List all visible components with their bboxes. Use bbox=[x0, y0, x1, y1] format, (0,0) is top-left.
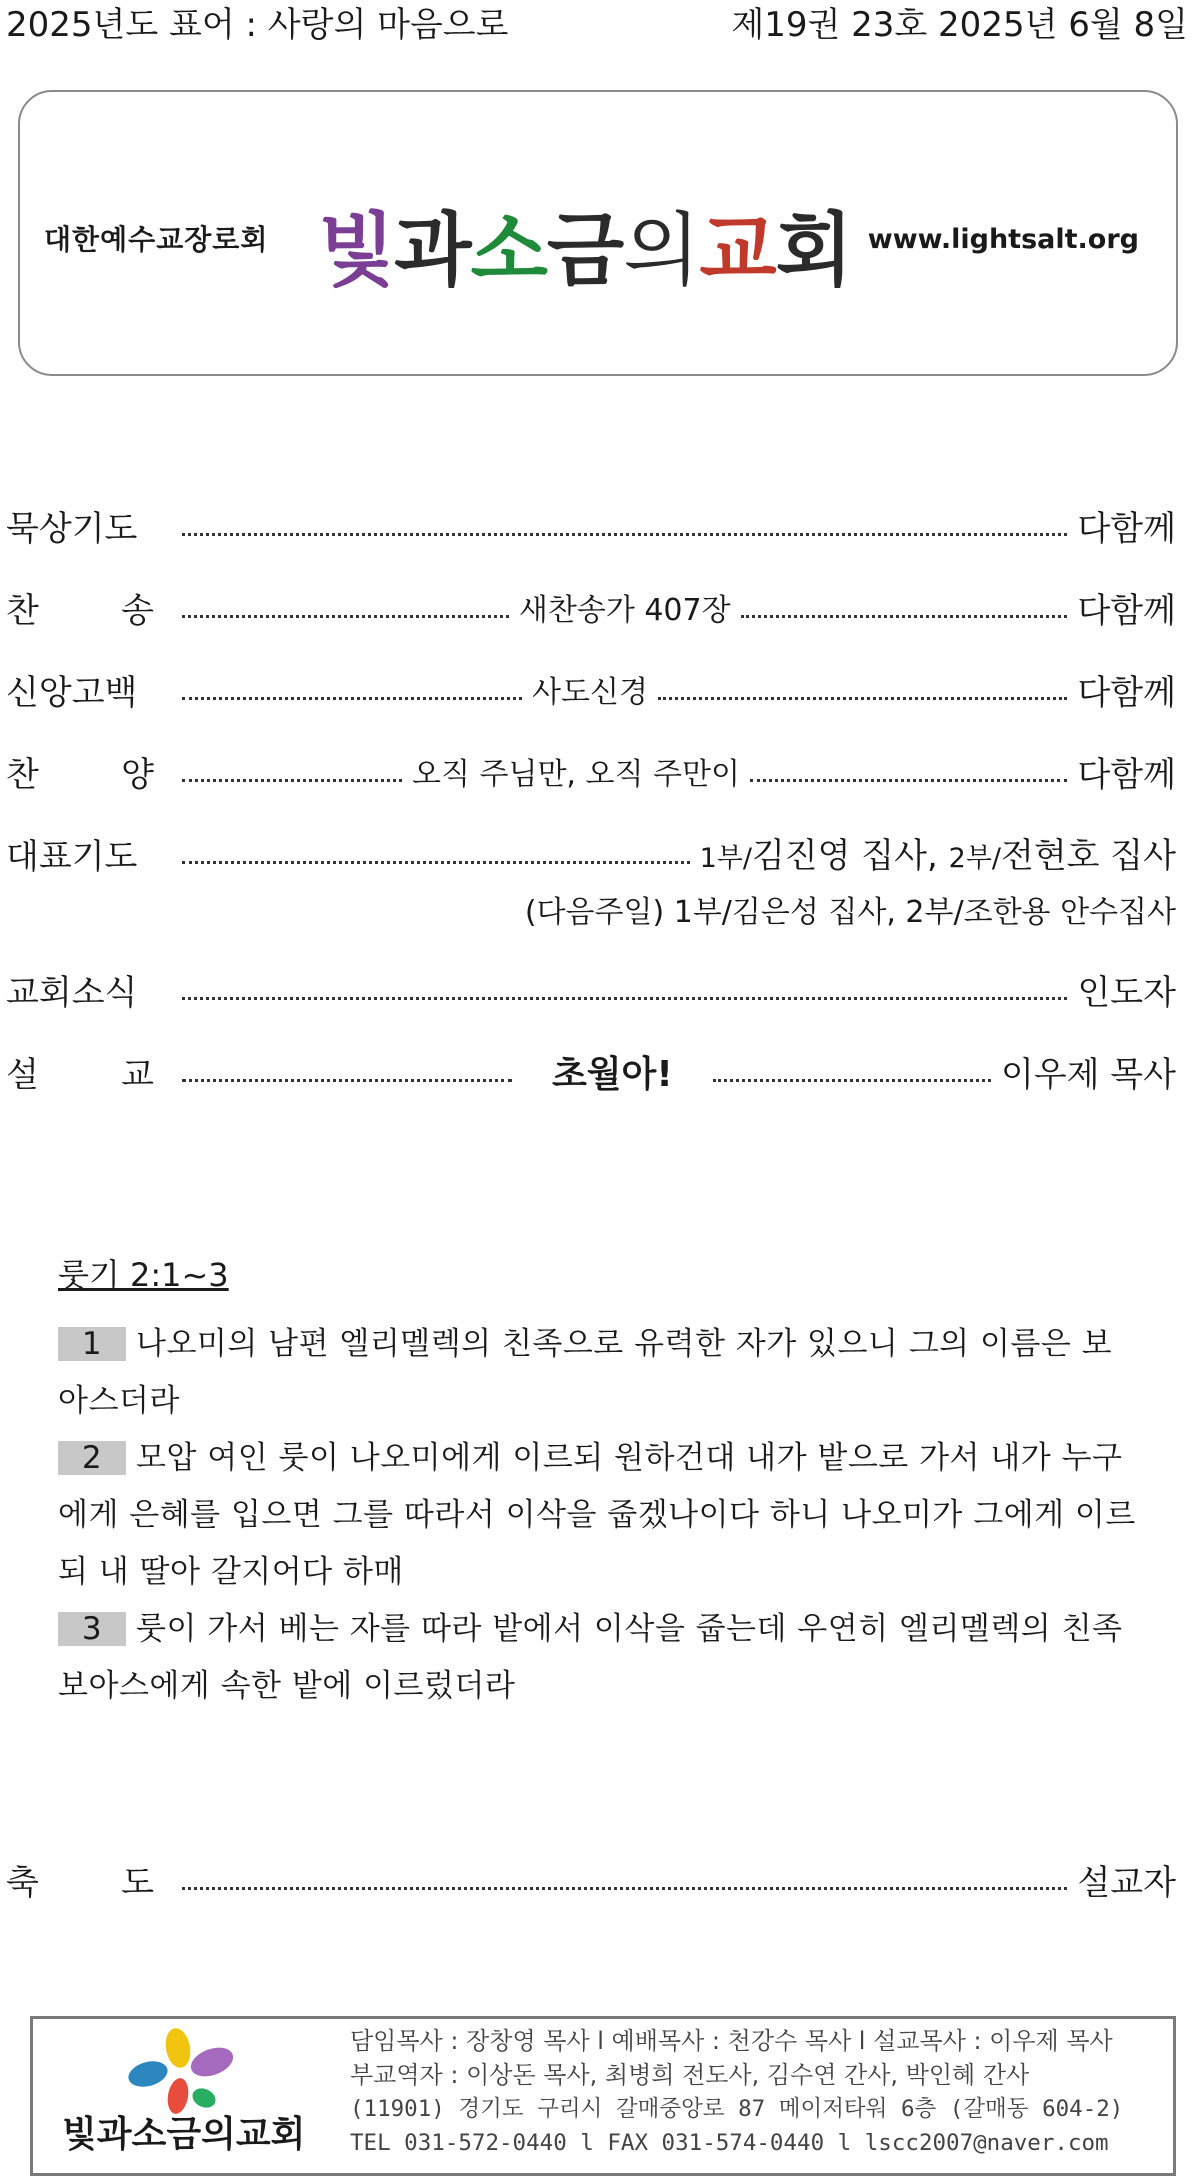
order-leader: 설교자 bbox=[1077, 1863, 1176, 1903]
order-label: 대표기도 bbox=[6, 837, 138, 877]
order-silent-prayer bbox=[6, 502, 1176, 556]
order-leader: 다함께 bbox=[1077, 755, 1176, 795]
order-label: 묵상기도 bbox=[6, 509, 138, 549]
dot-leader bbox=[713, 1078, 991, 1082]
verse-number: 1 bbox=[58, 1327, 126, 1361]
sermon-title: 초월아! bbox=[552, 1054, 673, 1095]
top-line bbox=[6, 0, 1188, 50]
footer-info bbox=[350, 2024, 1123, 2160]
address-line: (11901) 경기도 구리시 갈매중앙로 87 메이저타워 6층 (갈매동 604-2) bbox=[350, 2096, 1124, 2122]
dot-leader bbox=[182, 860, 690, 864]
verse: 3 룻이 가서 베는 자를 따라 밭에서 이삭을 줍는데 우연히 엘리멜렉의 친족 보아스에게 속한 밭에 이르렀더라 bbox=[58, 1611, 1123, 1704]
next-week-prayer: (다음주일) 1부/김은성 집사, 2부/조한용 안수집사 bbox=[524, 895, 1176, 930]
order-creed bbox=[6, 666, 1176, 720]
order-leader: 다함께 bbox=[1077, 673, 1176, 713]
dot-leader bbox=[182, 614, 509, 618]
dot-leader bbox=[182, 778, 402, 782]
order-label: 축 도 bbox=[6, 1863, 154, 1903]
year-theme: 2025년도 표어 : 사랑의 마음으로 bbox=[6, 5, 509, 45]
verse: 2 모압 여인 룻이 나오미에게 이르되 원하건대 내가 밭으로 가서 내가 누구에게 은혜를 입으면 그를 따라서 이삭을 줍겠나이다 하니 나오미가 그에게 이르되 내 딸아 갈지어다 하매 bbox=[58, 1440, 1136, 1590]
scripture-verses bbox=[58, 1316, 1138, 1715]
order-hymn bbox=[6, 584, 1176, 638]
contact-line: TEL 031-572-0440 l FAX 031-574-0440 l lscc2007@naver.com bbox=[350, 2130, 1109, 2156]
order-label: 신앙고백 bbox=[6, 673, 138, 713]
dot-leader bbox=[741, 614, 1068, 618]
hymn-number: 새찬송가 407장 bbox=[518, 593, 731, 628]
verse: 1 나오미의 남편 엘리멜렉의 친족으로 유력한 자가 있으니 그의 이름은 보아스더라 bbox=[58, 1326, 1113, 1419]
dot-leader bbox=[182, 532, 1067, 536]
order-leader: 다함께 bbox=[1077, 509, 1176, 549]
prayer-leaders: 1부/김진영 집사, 2부/전현호 집사 bbox=[699, 835, 1176, 876]
creed-name: 사도신경 bbox=[532, 675, 648, 710]
denomination: 대한예수교장로회 bbox=[44, 223, 269, 256]
dot-leader bbox=[658, 696, 1068, 700]
order-label: 교회소식 bbox=[6, 973, 138, 1013]
order-praise bbox=[6, 748, 1176, 802]
church-logo: 빛과소금의교회 bbox=[318, 203, 852, 297]
dot-leader bbox=[750, 778, 1068, 782]
order-label: 설 교 bbox=[6, 1055, 154, 1095]
footer-logo: 빛과소금의교회 bbox=[62, 2113, 306, 2155]
website-link[interactable]: www.lightsalt.org bbox=[867, 224, 1139, 255]
dot-leader bbox=[182, 696, 522, 700]
verse-number: 2 bbox=[58, 1441, 126, 1475]
dot-leader bbox=[182, 1886, 1067, 1890]
order-news bbox=[6, 966, 1176, 1020]
order-sermon bbox=[6, 1048, 1176, 1102]
order-benediction bbox=[6, 1856, 1176, 1910]
order-label: 찬 양 bbox=[6, 755, 154, 795]
dot-leader bbox=[182, 996, 1067, 1000]
order-prayer bbox=[6, 830, 1176, 884]
verse-number: 3 bbox=[58, 1612, 126, 1646]
issue-date: 제19권 23호 2025년 6월 8일 bbox=[731, 5, 1188, 45]
order-leader: 인도자 bbox=[1077, 973, 1176, 1013]
dot-leader bbox=[182, 1078, 512, 1082]
praise-title: 오직 주님만, 오직 주만이 bbox=[412, 757, 740, 792]
staff-line: 담임목사 : 장창영 목사 l 예배목사 : 천강수 목사 l 설교목사 : 이우제 목사 bbox=[350, 2027, 1113, 2055]
order-label: 찬 송 bbox=[6, 591, 154, 631]
scripture-reference: 룻기 2:1~3 bbox=[58, 1256, 229, 1294]
preacher: 이우제 목사 bbox=[1000, 1055, 1176, 1095]
assistant-staff-line: 부교역자 : 이상돈 목사, 최병희 전도사, 김수연 간사, 박인혜 간사 bbox=[350, 2061, 1030, 2089]
order-leader: 다함께 bbox=[1077, 591, 1176, 631]
